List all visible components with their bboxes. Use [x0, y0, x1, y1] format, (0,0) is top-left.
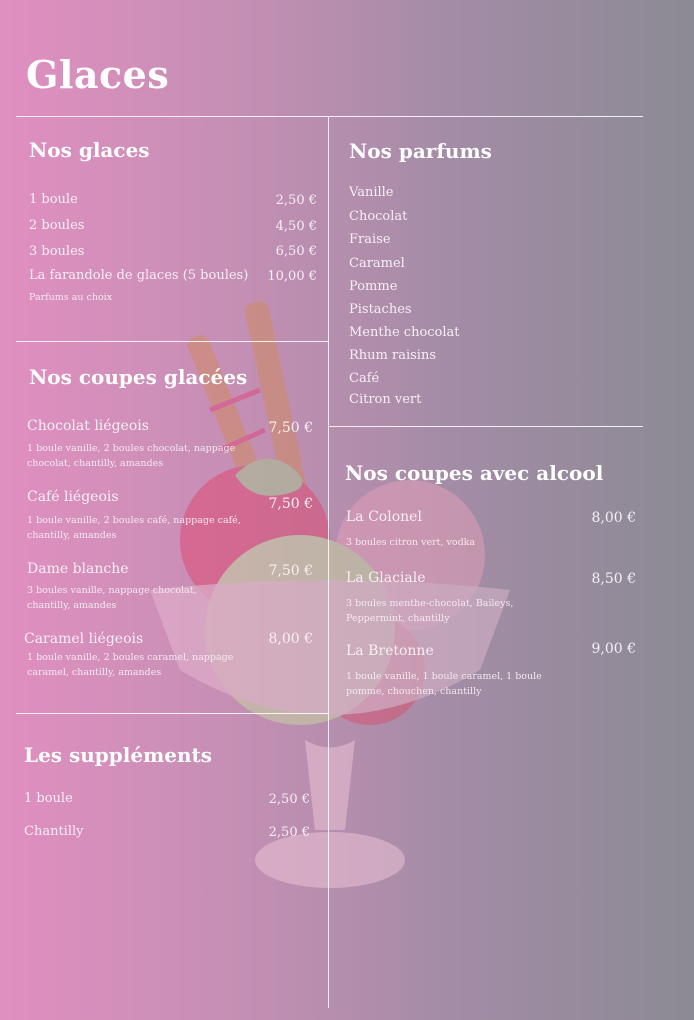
coupe-description: 3 boules menthe-chocolat, Baileys, Peppermint, chantilly	[346, 598, 514, 624]
divider-left-1	[16, 341, 328, 342]
page-title: Glaces	[26, 52, 170, 97]
coupe-description: 1 boule vanille, 2 boules café, nappage café, chantilly, amandes	[27, 515, 241, 541]
coupe-price: 8,50 €	[591, 571, 636, 587]
coupe-name: La Glaciale	[346, 570, 426, 586]
flavor-item: Pistaches	[349, 302, 412, 317]
coupe-name: Caramel liégeois	[24, 631, 144, 647]
menu-item-price: 6,50 €	[275, 244, 317, 259]
coupe-description: 1 boule vanille, 2 boules caramel, nappage caramel, chantilly, amandes	[27, 652, 234, 678]
flavor-item: Chocolat	[349, 209, 408, 224]
coupe-price: 8,00 €	[268, 631, 313, 647]
coupe-name: La Colonel	[346, 509, 422, 525]
coupe-description: 3 boules vanille, nappage chocolat, chantilly, amandes	[27, 585, 197, 611]
section-heading-nos-glaces: Nos glaces	[29, 138, 150, 162]
divider-left-2	[16, 713, 328, 714]
coupe-name: Chocolat liégeois	[27, 418, 149, 434]
coupe-description: 3 boules citron vert, vodka	[346, 537, 476, 548]
menu-item-label: 2 boules	[29, 218, 85, 233]
coupe-price: 8,00 €	[591, 510, 636, 526]
coupe-description: 1 boule vanille, 1 boule caramel, 1 boule pomme, chouchen, chantilly	[346, 671, 542, 697]
menu-item-label: 3 boules	[29, 244, 85, 259]
coupe-description: 1 boule vanille, 2 boules chocolat, nappage chocolat, chantilly, amandes	[27, 443, 236, 469]
supplement-price: 2,50 €	[268, 825, 310, 840]
menu-item-price: 10,00 €	[267, 269, 317, 284]
menu-item-price: 4,50 €	[275, 219, 317, 234]
menu-item-label: 1 boule	[29, 192, 78, 207]
flavor-item: Menthe chocolat	[349, 325, 460, 340]
supplement-label: 1 boule	[24, 791, 73, 806]
divider-right-1	[328, 426, 643, 427]
menu-item-label: La farandole de glaces (5 boules)	[29, 268, 249, 283]
coupe-name: Dame blanche	[27, 561, 129, 577]
supplement-label: Chantilly	[24, 824, 84, 839]
flavor-item: Fraise	[349, 232, 391, 247]
supplement-price: 2,50 €	[268, 792, 310, 807]
flavor-item: Citron vert	[349, 392, 422, 407]
flavor-item: Pomme	[349, 279, 398, 294]
divider-center	[328, 116, 329, 1008]
coupe-name: Café liégeois	[27, 489, 119, 505]
coupe-price: 7,50 €	[268, 420, 313, 436]
menu-item-price: 2,50 €	[275, 193, 317, 208]
flavor-item: Café	[349, 371, 380, 386]
section-heading-nos-parfums: Nos parfums	[349, 139, 492, 163]
flavor-item: Rhum raisins	[349, 348, 436, 363]
coupe-price: 7,50 €	[268, 563, 313, 579]
section-heading-supplements: Les suppléments	[24, 743, 213, 767]
flavor-item: Vanille	[349, 185, 394, 200]
section-heading-coupes-glacees: Nos coupes glacées	[29, 365, 248, 389]
coupe-name: La Bretonne	[346, 643, 434, 659]
section-heading-coupes-alcool: Nos coupes avec alcool	[345, 461, 604, 485]
coupe-price: 7,50 €	[268, 496, 313, 512]
coupe-price: 9,00 €	[591, 641, 636, 657]
divider-top	[16, 116, 643, 117]
flavor-item: Caramel	[349, 256, 405, 271]
menu-note: Parfums au choix	[29, 292, 113, 303]
